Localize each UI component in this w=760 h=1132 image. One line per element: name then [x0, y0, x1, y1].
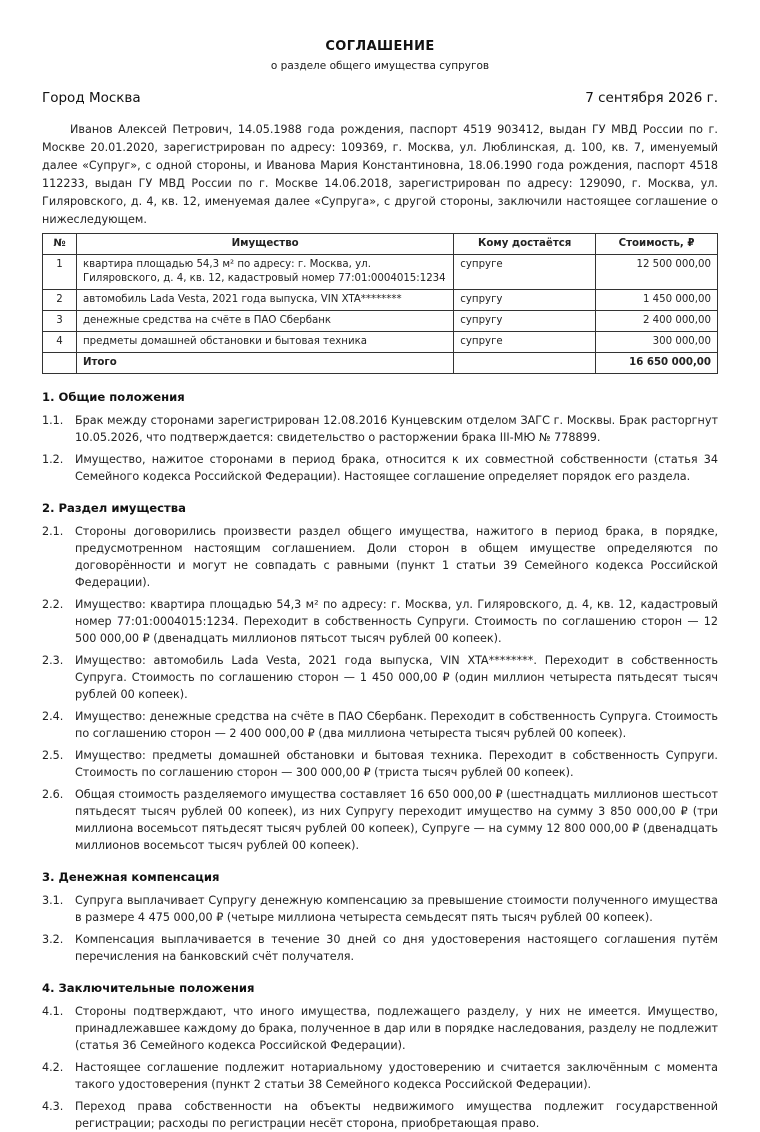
table-header-row	[43, 234, 718, 255]
column-header-cost: Стоимость, ₽	[596, 234, 718, 255]
clause	[42, 652, 718, 703]
clause-text: Имущество: автомобиль Lada Vesta, 2021 года выпуска, VIN XTA********. Переходит в собственность Супруга. Стоимость по соглашению сторон — 1 450 000,00 ₽ (один миллион четыреста пятьдесят тысяч рублей 00 копеек).	[75, 654, 718, 701]
section-title: 3. Денежная компенсация	[42, 870, 220, 884]
clause	[42, 747, 718, 781]
row-num: 3	[43, 311, 77, 332]
clause	[42, 708, 718, 742]
clause-number: 3.2.	[42, 933, 64, 946]
column-header-recipient: Кому достаётся	[454, 234, 596, 255]
city: Город Москва	[42, 90, 141, 106]
section-general	[42, 389, 718, 485]
row-item: автомобиль Lada Vesta, 2021 года выпуска, VIN XTA********	[76, 290, 453, 311]
clause-text: Супруга выплачивает Супругу денежную компенсацию за превышение стоимости полученного имущества в размере 4 475 000,00 ₽ (четыре миллиона четыреста семьдесят пять тысяч рублей 00 копеек).	[75, 894, 718, 924]
section-title: 4. Заключительные положения	[42, 981, 255, 995]
row-num: 2	[43, 290, 77, 311]
row-cost: 1 450 000,00	[596, 290, 718, 311]
clause-text: Настоящее соглашение подлежит нотариальному удостоверению и считается заключённым с момента такого удостоверения (пункт 2 статьи 38 Семейного кодекса Российской Федерации).	[75, 1061, 718, 1091]
clause	[42, 523, 718, 591]
column-header-num: №	[43, 234, 77, 255]
clause-text: Компенсация выплачивается в течение 30 дней со дня удостоверения настоящего соглашения путём перечисления на банковский счёт получателя.	[75, 933, 718, 963]
section-compensation	[42, 869, 718, 965]
row-recipient: супруге	[454, 255, 596, 290]
table-row	[43, 290, 718, 311]
row-item: квартира площадью 54,3 м² по адресу: г. Москва, ул. Гиляровского, д. 4, кв. 12, кадастровый номер 77:01:0004015:1234	[76, 255, 453, 290]
preamble: Иванов Алексей Петрович, 14.05.1988 года рождения, паспорт 4519 903412, выдан ГУ МВД России по г. Москве 20.01.2020, зарегистрирован по адресу: 109369, г. Москва, ул. Люблинская, д. 100, кв. 7, именуемый далее «Супруг», с одной стороны, и Иванова Мария Константиновна, 18.06.1990 года рождения, паспорт 4518 112233, выдан ГУ МВД России по г. Москве 14.06.2018, зарегистрирован по адресу: 129090, г. Москва, ул. Гиляровского, д. 4, кв. 12, именуемая далее «Супруга», с другой стороны, заключили настоящее соглашение о нижеследующем.	[42, 123, 718, 226]
row-item: предметы домашней обстановки и бытовая техника	[76, 332, 453, 353]
clause-number: 2.2.	[42, 598, 64, 611]
table-row	[43, 332, 718, 353]
place-date-line	[42, 89, 718, 107]
row-recipient: супругу	[454, 311, 596, 332]
clause	[42, 931, 718, 965]
clause-text: Имущество: предметы домашней обстановки и бытовая техника. Переходит в собственность Супруги. Стоимость по соглашению сторон — 300 000,00 ₽ (триста тысяч рублей 00 копеек).	[75, 749, 718, 779]
clause-number: 2.5.	[42, 749, 64, 762]
total-label: Итого	[76, 353, 453, 374]
section-division	[42, 500, 718, 854]
row-cost: 12 500 000,00	[596, 255, 718, 290]
clause-text: Стороны договорились произвести раздел общего имущества, нажитого в период брака, в порядке, предусмотренном настоящим соглашением. Доли сторон в общем имуществе определяются по договорённости и могут не совпадать с равными (пункт 1 статьи 39 Семейного кодекса Российской Федерации).	[75, 525, 718, 589]
clause-number: 2.4.	[42, 710, 64, 723]
clause	[42, 1003, 718, 1054]
row-num: 1	[43, 255, 77, 290]
clause-text: Переход права собственности на объекты недвижимого имущества подлежит государственной регистрации; расходы по регистрации несёт сторона, приобретающая право.	[75, 1100, 718, 1130]
clause-number: 4.1.	[42, 1005, 64, 1018]
row-num: 4	[43, 332, 77, 353]
clause-number: 2.1.	[42, 525, 64, 538]
clause-text: Имущество, нажитое сторонами в период брака, относится к их совместной собственности (статья 34 Семейного кодекса Российской Федерации). Настоящее соглашение определяет порядок его раздела.	[75, 453, 718, 483]
clause	[42, 1098, 718, 1132]
row-recipient: супругу	[454, 290, 596, 311]
document-subtitle: о разделе общего имущества супругов	[270, 60, 490, 72]
total-empty-cell	[43, 353, 77, 374]
section-title: 2. Раздел имущества	[42, 501, 186, 515]
clause-text: Имущество: квартира площадью 54,3 м² по адресу: г. Москва, ул. Гиляровского, д. 4, кв. 12, кадастровый номер 77:01:0004015:1234. Переходит в собственность Супруги. Стоимость по соглашению сторон — 12 500 000,00 ₽ (двенадцать миллионов пятьсот тысяч рублей 00 копеек).	[75, 598, 718, 645]
section-title: 1. Общие положения	[42, 390, 185, 404]
column-header-item: Имущество	[76, 234, 453, 255]
clause	[42, 412, 718, 446]
clause-text: Имущество: денежные средства на счёте в ПАО Сбербанк. Переходит в собственность Супруга. Стоимость по соглашению сторон — 2 400 000,00 ₽ (два миллиона четыреста тысяч рублей 00 копеек).	[75, 710, 718, 740]
row-cost: 300 000,00	[596, 332, 718, 353]
row-cost: 2 400 000,00	[596, 311, 718, 332]
clause	[42, 1059, 718, 1093]
assets-table	[42, 233, 718, 374]
total-empty-cell	[454, 353, 596, 374]
clause-number: 1.2.	[42, 453, 64, 466]
document-title: СОГЛАШЕНИЕ	[325, 39, 435, 54]
clause	[42, 451, 718, 485]
clause	[42, 596, 718, 647]
table-row	[43, 255, 718, 290]
clause-number: 4.3.	[42, 1100, 64, 1113]
clause-number: 2.6.	[42, 788, 64, 801]
clause	[42, 786, 718, 854]
clause-number: 3.1.	[42, 894, 64, 907]
clause-text: Общая стоимость разделяемого имущества составляет 16 650 000,00 ₽ (шестнадцать миллионов шестьсот пятьдесят тысяч рублей 00 копеек), из них Супругу переходит имущество на сумму 3 850 000,00 ₽ (три миллиона восемьсот пятьдесят тысяч рублей 00 копеек), Супруге — на сумму 12 800 000,00 ₽ (двенадцать миллионов восемьсот тысяч рублей 00 копеек).	[75, 788, 718, 852]
table-total-row	[43, 353, 718, 374]
clause-number: 1.1.	[42, 414, 64, 427]
clause-text: Стороны подтверждают, что иного имущества, подлежащего разделу, у них не имеется. Имущество, принадлежавшее каждому до брака, полученное в дар или в порядке наследования, разделу не подлежит (статья 36 Семейного кодекса Российской Федерации).	[75, 1005, 718, 1052]
clause-text: Брак между сторонами зарегистрирован 12.08.2016 Кунцевским отделом ЗАГС г. Москвы. Брак расторгнут 10.05.2026, что подтверждается: свидетельство о расторжении брака III-МЮ № 778899.	[75, 414, 718, 444]
document-date: 7 сентября 2026 г.	[585, 90, 718, 106]
clause-number: 2.3.	[42, 654, 64, 667]
row-recipient: супруге	[454, 332, 596, 353]
clause-number: 4.2.	[42, 1061, 64, 1074]
section-final	[42, 980, 718, 1132]
table-row	[43, 311, 718, 332]
clause	[42, 892, 718, 926]
total-value: 16 650 000,00	[596, 353, 718, 374]
row-item: денежные средства на счёте в ПАО Сбербанк	[76, 311, 453, 332]
